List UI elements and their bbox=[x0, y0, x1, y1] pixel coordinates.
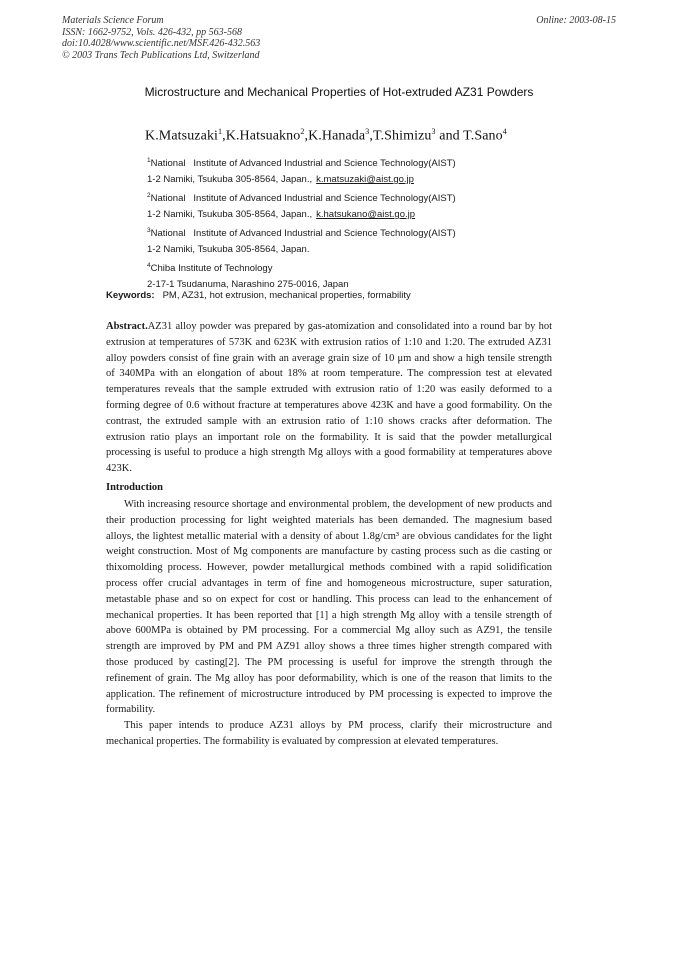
author-affil-marker: 3 bbox=[365, 127, 370, 136]
affiliation-address: 1-2 Namiki, Tsukuba 305-8564, Japan. bbox=[147, 244, 310, 255]
affil-marker: 2 bbox=[147, 191, 151, 199]
author-affil-marker: 3 bbox=[431, 127, 436, 136]
keywords-text: PM, AZ31, hot extrusion, mechanical properties, formability bbox=[162, 290, 411, 301]
author-separator: , bbox=[222, 128, 226, 144]
author-separator: , bbox=[369, 128, 373, 144]
affiliation-address: 1-2 Namiki, Tsukuba 305-8564, Japan., k.matsuzaki@aist.go.jp bbox=[147, 174, 414, 186]
doi-line[interactable]: doi:10.4028/www.scientific.net/MSF.426-432.563 bbox=[62, 38, 261, 49]
publication-info bbox=[62, 15, 260, 61]
keywords-line bbox=[106, 290, 411, 301]
keywords-label: Keywords: bbox=[106, 290, 155, 301]
affiliation-address: 2-17-1 Tsudanuma, Narashino 275-0016, Japan bbox=[147, 278, 349, 290]
introduction-body bbox=[106, 497, 552, 750]
paragraph: This paper intends to produce AZ31 alloys by PM process, clarify their microstructure and mechanical properties. The formability is evaluated by compression at elevated temperatures. bbox=[106, 720, 552, 747]
author-name: K.Hanada bbox=[308, 128, 366, 144]
author-affil-marker: 2 bbox=[300, 127, 305, 136]
affiliation-institution: $^2$National Institute of Advanced Industrial and Science Technology(AIST) bbox=[147, 191, 456, 205]
author-separator: and bbox=[435, 128, 464, 144]
affil-marker: 4 bbox=[147, 261, 151, 269]
introduction-heading: Introduction bbox=[106, 482, 163, 493]
affiliation-institution: $^1$National Institute of Advanced Industrial and Science Technology(AIST) bbox=[147, 157, 456, 170]
affil-marker: 1 bbox=[147, 157, 151, 164]
author-list bbox=[145, 127, 507, 145]
author-name: T.Shimizu bbox=[372, 128, 432, 144]
affil-marker: 3 bbox=[147, 226, 151, 234]
author-separator: , bbox=[304, 128, 309, 144]
author-name: T.Sano bbox=[463, 128, 503, 144]
author-name: K.Hatsuakno bbox=[225, 128, 301, 144]
abstract bbox=[106, 319, 552, 477]
affiliation-institution: $^3$National Institute of Advanced Industrial and Science Technology(AIST) bbox=[147, 226, 456, 240]
email-link[interactable]: k.hatsukano@aist.go.jp bbox=[316, 209, 416, 221]
email-link[interactable]: k.matsuzaki@aist.go.jp bbox=[316, 174, 414, 186]
paper-title: Microstructure and Mechanical Properties of Hot-extruded AZ31 Powders bbox=[144, 85, 534, 99]
affiliation-address: 1-2 Namiki, Tsukuba 305-8564, Japan., k.hatsukano@aist.go.jp bbox=[147, 209, 416, 221]
affiliation-list bbox=[147, 153, 456, 293]
journal-name: Materials Science Forum bbox=[62, 15, 164, 26]
online-date: Online: 2003-08-15 bbox=[536, 15, 616, 26]
author-affil-marker: 1 bbox=[218, 127, 223, 136]
author-affil-marker: 4 bbox=[502, 127, 507, 136]
copyright-line: © 2003 Trans Tech Publications Ltd, Switzerland bbox=[62, 49, 260, 61]
abstract-text: AZ31 alloy powder was prepared by gas-atomization and consolidated into a round bar by hot extrusion at temperatures of 573K and 623K with extrusion ratios of 1:10 and 1:20. The extruded AZ31 alloy powders consist of fine grain with an average grain size of 10 μm and show a high tensile strength of 340MPa with an elongation of about 18% at room temperature. The compression test at elevated temperatures reveals that the sample extruded with extrusion ratio of 1:20 was easily deformed to a forming degree of 0.6 without fracture at temperatures above 423K and have a good formability. On the contrast, the extruded sample with an extrusion ratio of 1:10 shows cracks after deformation. The extrusion ratio plays an important role on the formability. It is said that the powder metallurgical processing is useful to produce a high strength Mg alloys with a good formability at temperatures above 423K. bbox=[106, 321, 552, 475]
author-name: K.Matsuzaki bbox=[145, 128, 219, 144]
paragraph: With increasing resource shortage and environmental problem, the development of new products and their production processing for light weighted materials has been demanded. The magnesium based alloys, the lightest metallic material with a density of about 1.8g/cm³ are obvious candidates for the light weight construction. Most of Mg components are manufacture by casting process such as die casting or thixomolding process. However, powder metallurgical methods combined with a rapid solidification process offer crucial advantages in term of fine and homogeneous microstructure, super saturation, metastable phase and so on expect for cost or handling. This process can lead to the enhancement of mechanical properties. It has been reported that [1] a high strength Mg alloy with a tensile strength of above 600MPa is obtained by PM processing. For a commercial Mg alloy such as AZ91, the tensile strength are improved by PM and PM AZ91 alloy shows a three times higher strength compared with those produced by casting[2]. The PM processing is useful for improve the strength through the refinement of grain. The Mg alloy has poor deformability, which is one of the reason that limits to the application. The refinement of microstructure introduced by PM processing is expected to improve the formability. bbox=[106, 499, 552, 716]
abstract-label: Abstract. bbox=[106, 321, 148, 332]
affiliation-institution: $^4$Chiba Institute of Technology bbox=[147, 261, 273, 275]
issn-line: ISSN: 1662-9752, Vols. 426-432, pp 563-568 bbox=[62, 26, 242, 38]
